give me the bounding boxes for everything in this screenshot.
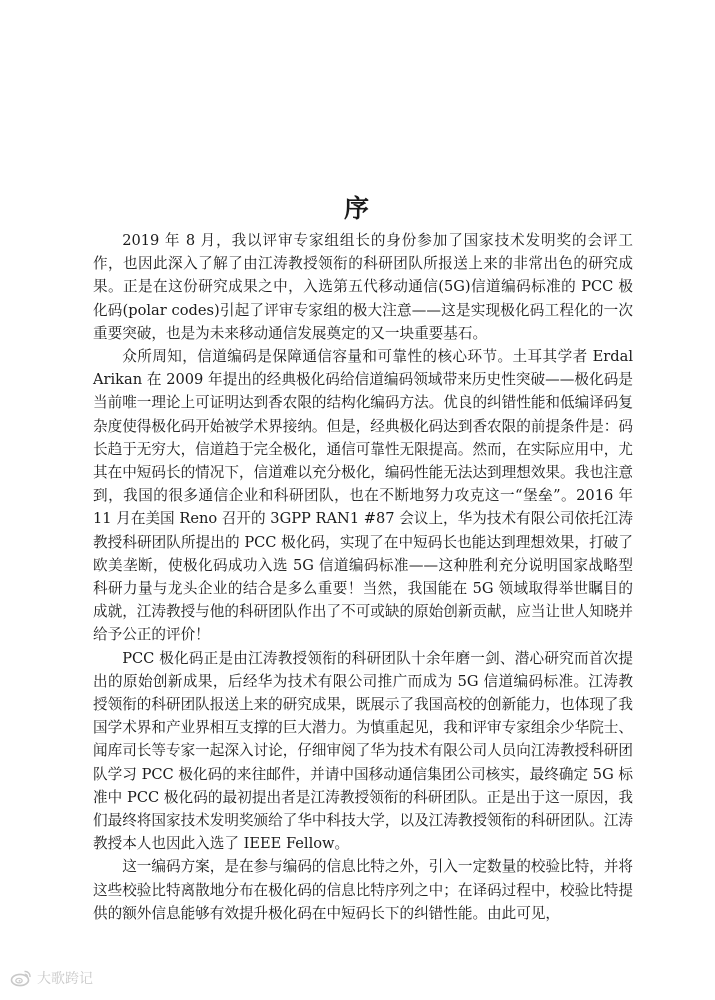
- page-title: 序: [343, 193, 371, 223]
- watermark: [10, 968, 93, 988]
- watermark-text: 大歌跨记: [37, 971, 93, 987]
- paragraph-2: 众所周知，信道编码是保障通信容量和可靠性的核心环节。土耳其学者 Erdal Arikan 在 2009 年提出的经典极化码给信道编码领域带来历史性突破——极化码是当前唯一理论上可证明达到香农限的结构化编码方法。优良的纠错性能和低编译码复杂度使得极化码开始被学术界接纳。但是，经典极化码达到香农限的前提条件是：码长趋于无穷大，信道趋于完全极化，通信可靠性无限提高。然而，在实际应用中，尤其在中短码长的情况下，信道难以充分极化，编码性能无法达到理想效果。我也注意到，我国的很多通信企业和科研团队，也在不断地努力攻克这一“堡垒”。2016 年 11 月在美国 Reno 召开的 3GPP RAN1 #87 会议上，华为技术有限公司依托江涛教授科研团队所提出的 PCC 极化码，实现了在中短码长也能达到理想效果，打破了欧美垄断，使极化码成功入选 5G 信道编码标准——这种胜利充分说明国家战略型科研力量与龙头企业的结合是多么重要！当然，我国能在 5G 领域取得举世瞩目的成就，江涛教授与他的科研团队作出了不可或缺的原始创新贡献，应当让世人知晓并给予公正的评价！: [93, 348, 633, 644]
- weibo-logo-icon: [10, 969, 32, 987]
- paragraph-3: PCC 极化码正是由江涛教授领衔的科研团队十余年磨一剑、潜心研究而首次提出的原始创新成果，后经华为技术有限公司推广而成为 5G 信道编码标准。江涛教授领衔的科研团队报送上来的研究成果，既展示了我国高校的创新能力，也体现了我国学术界和产业界相互支撑的巨大潜力。为慎重起见，我和评审专家组余少华院士、闻库司长等专家一起深入讨论，仔细审阅了华为技术有限公司人员向江涛教授科研团队学习 PCC 极化码的来往邮件，并请中国移动通信集团公司核实，最终确定 5G 标准中 PCC 极化码的最初提出者是江涛教授领衔的科研团队。正是出于这一原因，我们最终将国家技术发明奖颁给了华中科技大学，以及江涛教授领衔的科研团队。江涛教授本人也因此入选了 IEEE Fellow。: [93, 649, 633, 853]
- paragraph-1: 2019 年 8 月，我以评审专家组组长的身份参加了国家技术发明奖的会评工作，也因此深入了解了由江涛教授领衔的科研团队所报送上来的非常出色的研究成果。正是在这份研究成果之中，入选第五代移动通信(5G)信道编码标准的 PCC 极化码(polar codes)引起了评审专家组的极大注意——这是实现极化码工程化的一次重要突破，也是为未来移动通信发展奠定的又一块重要基石。: [93, 232, 633, 342]
- paragraph-4: 这一编码方案，是在参与编码的信息比特之外，引入一定数量的校验比特，并将这些校验比特离散地分布在极化码的信息比特序列之中；在译码过程中，校验比特提供的额外信息能够有效提升极化码在中短码长下的纠错性能。由此可见，: [93, 858, 633, 922]
- preface-body: [93, 229, 633, 925]
